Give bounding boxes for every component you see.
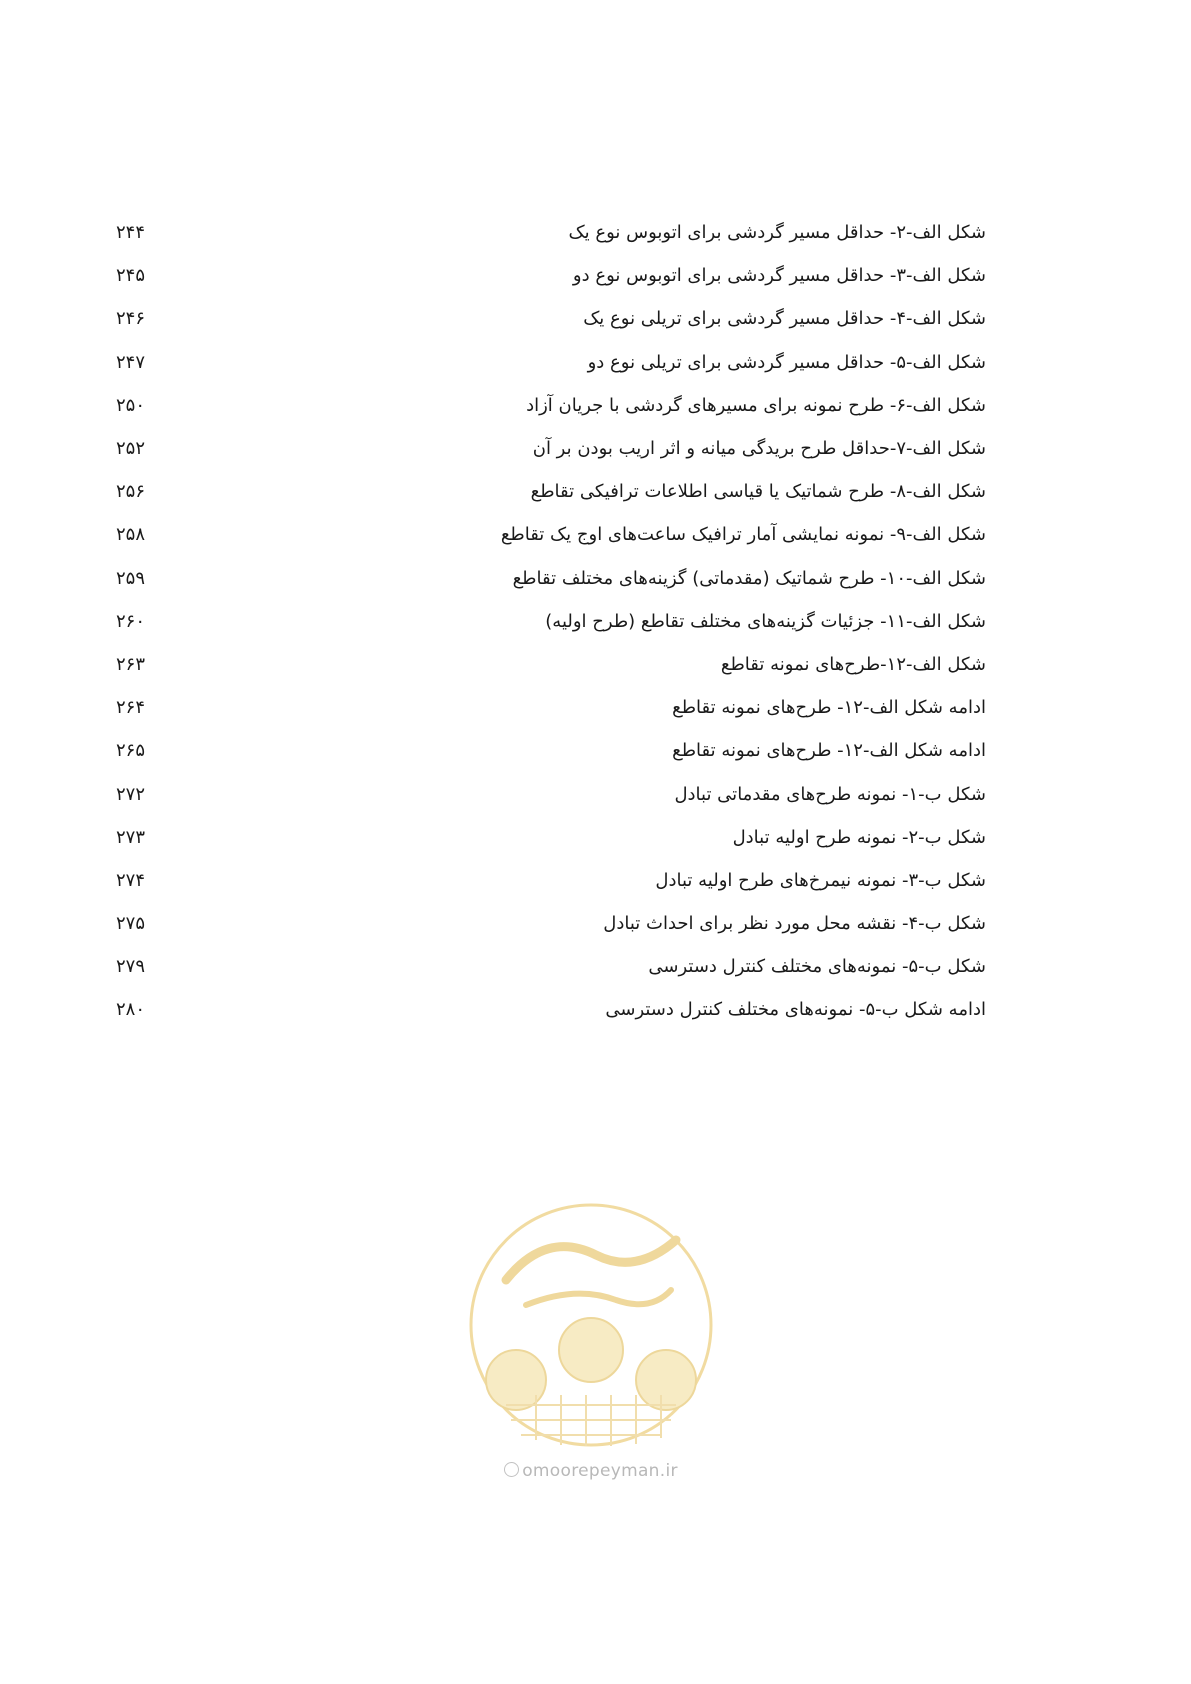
toc-entry-title: شکل الف-۱۰- طرح شماتیک (مقدماتی) گزینه‌های مختلف تقاطع — [512, 567, 986, 589]
toc-entry-title: شکل الف-۷-حداقل طرح بریدگی میانه و اثر اریب بودن بر آن — [532, 438, 986, 460]
watermark-url-text: omoorepeyman.ir — [522, 1461, 678, 1481]
toc-entry — [116, 729, 986, 772]
toc-entry — [116, 341, 986, 384]
toc-entry — [116, 557, 986, 600]
toc-entry-page: ۲۵۲ — [116, 438, 146, 460]
toc-entry-title: شکل الف-۵- حداقل مسیر گردشی برای تریلی نوع دو — [587, 351, 986, 373]
toc-entry — [116, 686, 986, 729]
toc-entry-title: شکل الف-۶- طرح نمونه برای مسیرهای گردشی با جریان آزاد — [526, 394, 986, 416]
toc-entry-page: ۲۵۹ — [116, 567, 146, 589]
toc-entry-title: شکل الف-۲- حداقل مسیر گردشی برای اتوبوس نوع یک — [568, 222, 986, 244]
toc-entry-page: ۲۸۰ — [116, 999, 146, 1021]
toc-entry-title: ادامه شکل الف-۱۲- طرح‌های نمونه تقاطع — [672, 740, 986, 762]
toc-entry-title: شکل ب-۳- نمونه نیمرخ‌های طرح اولیه تبادل — [655, 869, 986, 891]
toc-entry — [116, 513, 986, 556]
toc-entry — [116, 211, 986, 254]
toc-entry-page: ۲۷۳ — [116, 826, 146, 848]
toc-entry-page: ۲۵۰ — [116, 394, 146, 416]
toc-entry-page: ۲۶۴ — [116, 697, 146, 719]
toc-entry-title: شکل ب-۵- نمونه‌های مختلف کنترل دسترسی — [648, 956, 986, 978]
toc-entry-page: ۲۴۵ — [116, 265, 146, 287]
toc-entry-page: ۲۶۵ — [116, 740, 146, 762]
toc-entry-title: ادامه شکل الف-۱۲- طرح‌های نمونه تقاطع — [672, 697, 986, 719]
toc-entry — [116, 902, 986, 945]
toc-entry-page: ۲۷۹ — [116, 956, 146, 978]
watermark-url — [466, 1461, 716, 1481]
table-of-figures — [116, 211, 986, 1032]
toc-entry — [116, 945, 986, 988]
toc-entry — [116, 988, 986, 1031]
toc-entry-page: ۲۴۶ — [116, 308, 146, 330]
toc-entry — [116, 643, 986, 686]
toc-entry — [116, 427, 986, 470]
toc-entry-title: شکل ب-۲- نمونه طرح اولیه تبادل — [732, 826, 986, 848]
toc-entry-page: ۲۴۴ — [116, 222, 146, 244]
toc-entry — [116, 254, 986, 297]
toc-entry-page: ۲۷۵ — [116, 913, 146, 935]
toc-entry-title: ادامه شکل ب-۵- نمونه‌های مختلف کنترل دسترسی — [605, 999, 986, 1021]
toc-entry-title: شکل الف-۳- حداقل مسیر گردشی برای اتوبوس نوع دو — [572, 265, 986, 287]
toc-entry-title: شکل الف-۴- حداقل مسیر گردشی برای تریلی نوع یک — [583, 308, 986, 330]
toc-entry-page: ۲۵۶ — [116, 481, 146, 503]
toc-entry — [116, 470, 986, 513]
toc-entry-title: شکل الف-۱۲-طرح‌های نمونه تقاطع — [720, 653, 986, 675]
toc-entry-page: ۲۵۸ — [116, 524, 146, 546]
toc-entry-page: ۲۶۳ — [116, 653, 146, 675]
globe-icon — [504, 1462, 519, 1477]
toc-entry-page: ۲۷۲ — [116, 783, 146, 805]
toc-entry — [116, 816, 986, 859]
toc-entry — [116, 600, 986, 643]
toc-entry — [116, 859, 986, 902]
toc-entry — [116, 772, 986, 815]
toc-entry-page: ۲۶۰ — [116, 610, 146, 632]
toc-entry-title: شکل الف-۱۱- جزئیات گزینه‌های مختلف تقاطع (طرح اولیه) — [545, 610, 986, 632]
toc-entry-page: ۲۷۴ — [116, 869, 146, 891]
toc-entry — [116, 384, 986, 427]
toc-entry-title: شکل ب-۱- نمونه طرح‌های مقدماتی تبادل — [674, 783, 986, 805]
toc-entry-title: شکل الف-۸- طرح شماتیک یا قیاسی اطلاعات ترافیکی تقاطع — [530, 481, 986, 503]
toc-entry — [116, 297, 986, 340]
watermark-logo — [466, 1200, 716, 1450]
toc-entry-title: شکل الف-۹- نمونه نمایشی آمار ترافیک ساعت‌های اوج یک تقاطع — [500, 524, 986, 546]
toc-entry-title: شکل ب-۴- نقشه محل مورد نظر برای احداث تبادل — [603, 913, 986, 935]
toc-entry-page: ۲۴۷ — [116, 351, 146, 373]
